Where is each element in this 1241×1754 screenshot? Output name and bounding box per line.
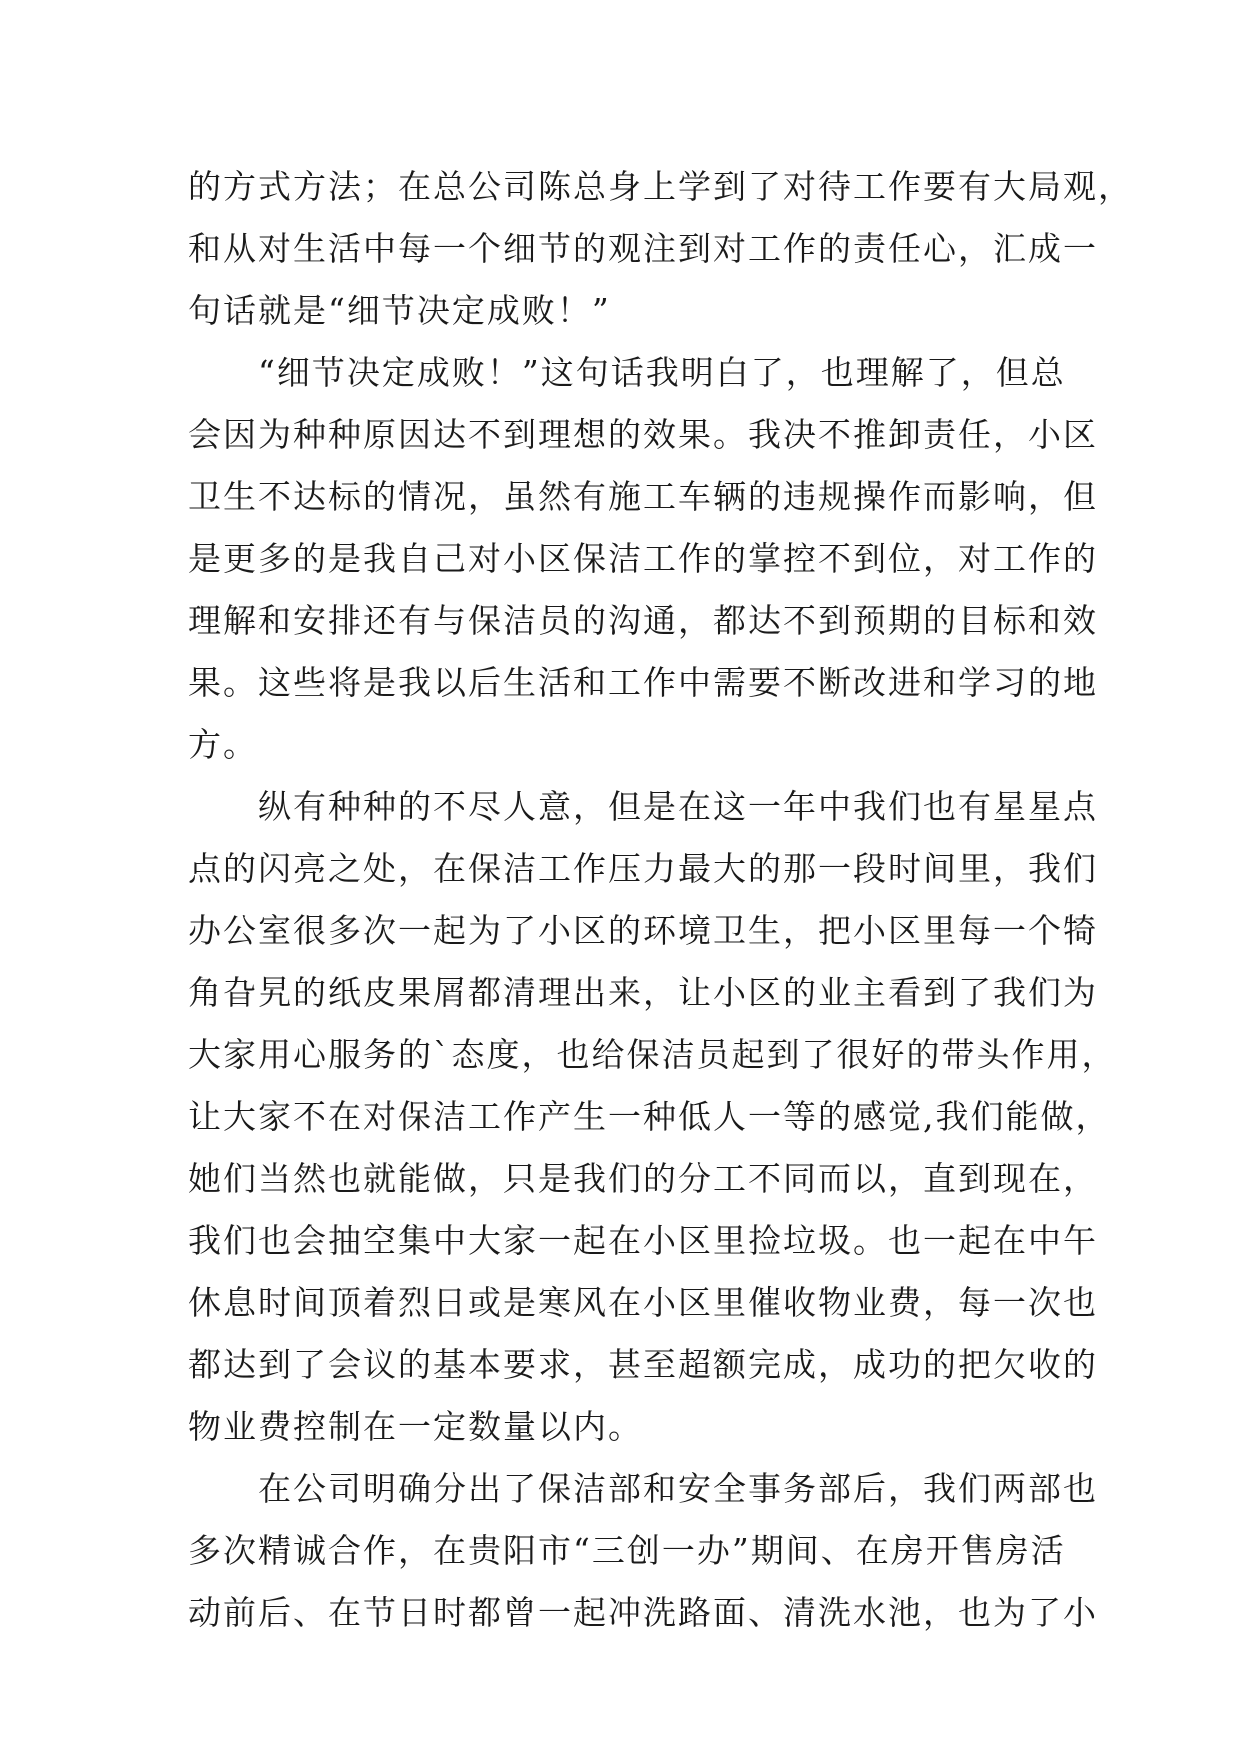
text-line: 方。 bbox=[188, 725, 258, 764]
text-line: 点的闪亮之处，在保洁工作压力最大的那一段时间里，我们 bbox=[188, 849, 1098, 888]
text-line: 动前后、在节日时都曾一起冲洗路面、清洗水池，也为了小 bbox=[188, 1593, 1098, 1632]
text-line: 物业费控制在一定数量以内。 bbox=[188, 1407, 643, 1446]
text-line: 她们当然也就能做，只是我们的分工不同而以，直到现在， bbox=[188, 1159, 1098, 1198]
text-line: 理解和安排还有与保洁员的沟通，都达不到预期的目标和效 bbox=[188, 601, 1098, 640]
body-text bbox=[188, 156, 1133, 1644]
text-line: 办公室很多次一起为了小区的环境卫生，把小区里每一个犄 bbox=[188, 911, 1098, 950]
text-line: “细节决定成败！”这句话我明白了，也理解了，但总 bbox=[188, 353, 1066, 392]
text-line: 的方式方法；在总公司陈总身上学到了对待工作要有大局观， bbox=[188, 167, 1133, 206]
text-line: 是更多的是我自己对小区保洁工作的掌控不到位，对工作的 bbox=[188, 539, 1098, 578]
text-line: 和从对生活中每一个细节的观注到对工作的责任心，汇成一 bbox=[188, 229, 1098, 268]
text-line: 休息时间顶着烈日或是寒风在小区里催收物业费，每一次也 bbox=[188, 1283, 1098, 1322]
text-line: 角旮旯的纸皮果屑都清理出来，让小区的业主看到了我们为 bbox=[188, 973, 1098, 1012]
text-line: 会因为种种原因达不到理想的效果。我决不推卸责任，小区 bbox=[188, 415, 1098, 454]
text-line: 卫生不达标的情况，虽然有施工车辆的违规操作而影响，但 bbox=[188, 477, 1098, 516]
text-line: 在公司明确分出了保洁部和安全事务部后，我们两部也 bbox=[188, 1469, 1098, 1508]
text-line: 大家用心服务的`态度，也给保洁员起到了很好的带头作用， bbox=[188, 1035, 1117, 1074]
text-line: 果。这些将是我以后生活和工作中需要不断改进和学习的地 bbox=[188, 663, 1098, 702]
text-line: 多次精诚合作，在贵阳市“三创一办”期间、在房开售房活 bbox=[188, 1531, 1066, 1570]
text-line: 纵有种种的不尽人意，但是在这一年中我们也有星星点 bbox=[188, 787, 1098, 826]
text-line: 都达到了会议的基本要求，甚至超额完成，成功的把欠收的 bbox=[188, 1345, 1098, 1384]
text-line: 句话就是“细节决定成败！” bbox=[188, 291, 611, 330]
text-line: 我们也会抽空集中大家一起在小区里捡垃圾。也一起在中午 bbox=[188, 1221, 1098, 1260]
text-line: 让大家不在对保洁工作产生一种低人一等的感觉,我们能做， bbox=[188, 1097, 1111, 1136]
